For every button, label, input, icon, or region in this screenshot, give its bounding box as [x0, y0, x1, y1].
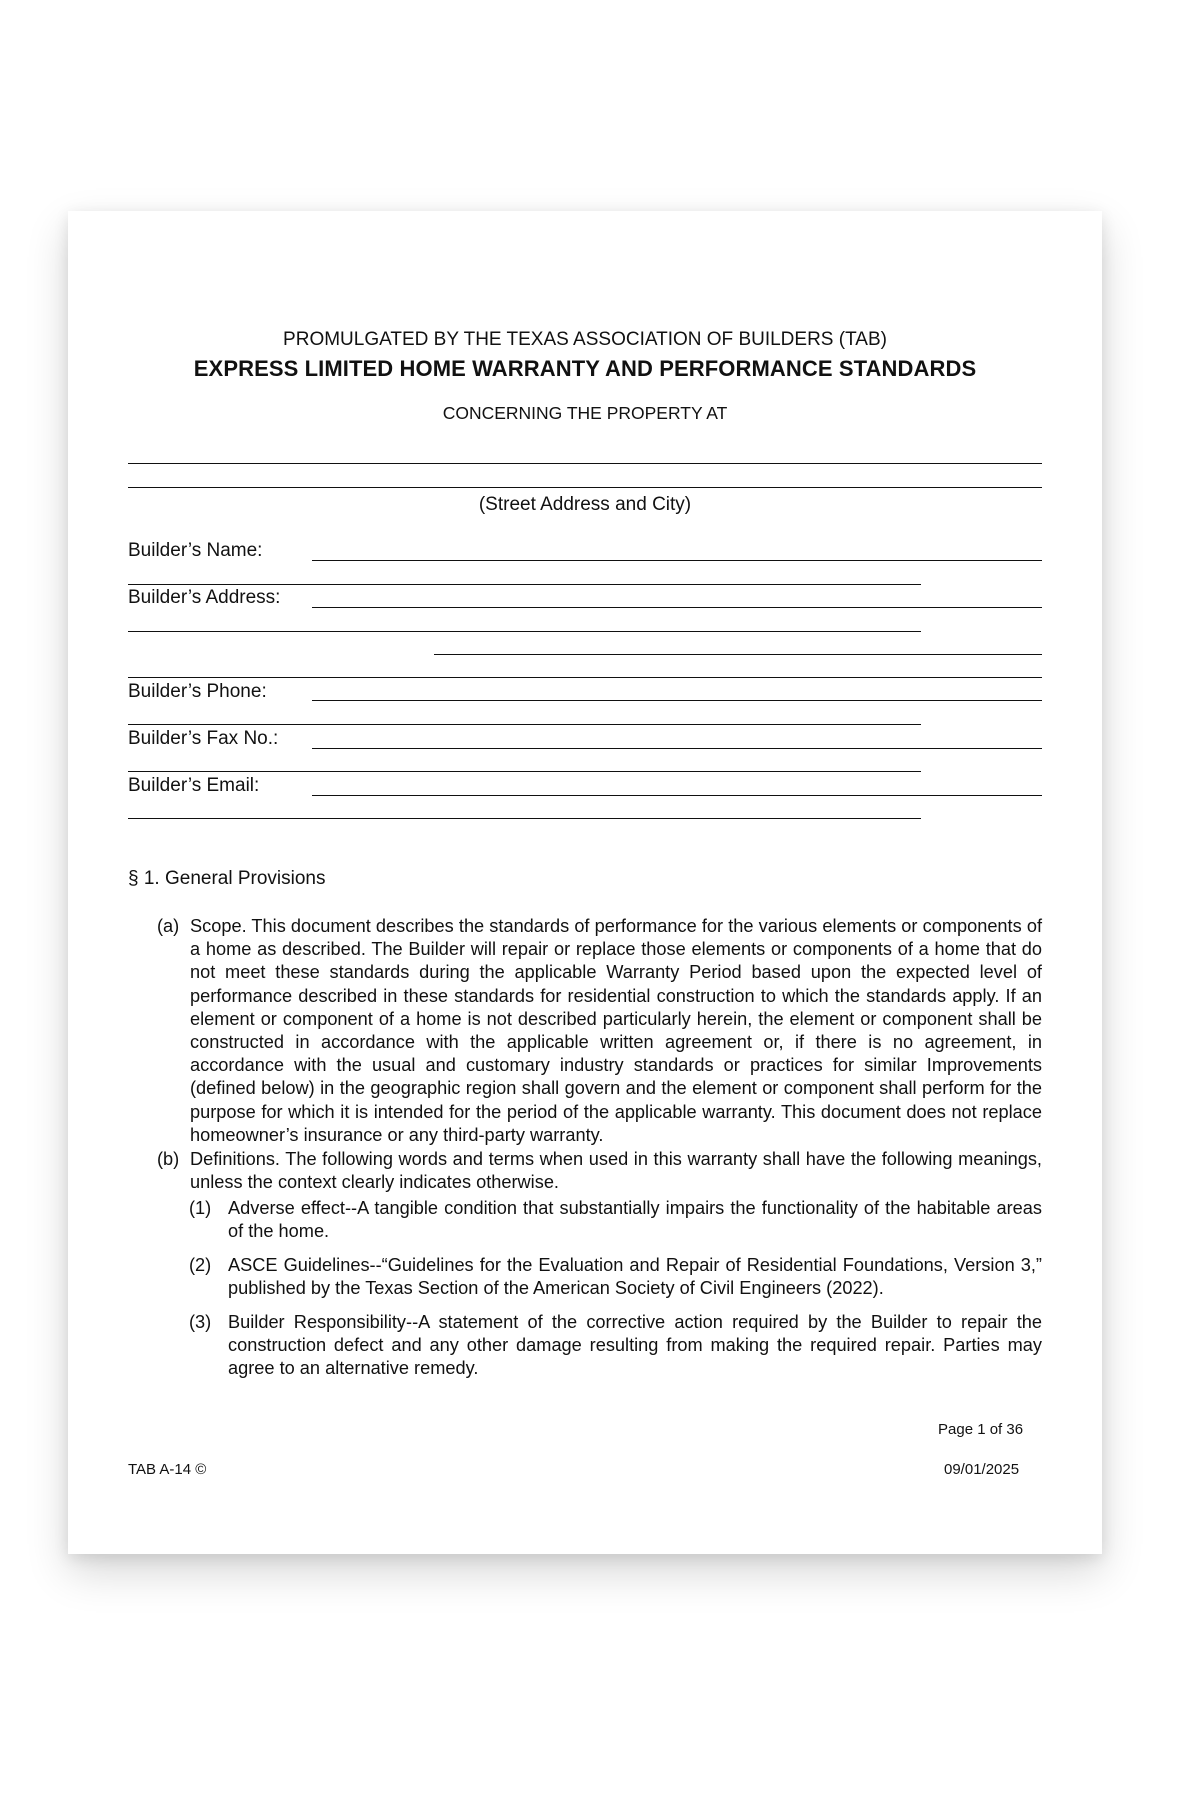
revision-date: 09/01/2025	[944, 1461, 1020, 1478]
builder-address-field-line-3[interactable]	[434, 654, 1042, 655]
paragraph-b-text: Definitions. The following words and terms when used in this warranty shall have the following meanings, unless the context clearly indicates otherwise.	[190, 1149, 1042, 1193]
paragraph-b	[157, 1148, 1042, 1194]
builder-name-field-line-2[interactable]	[128, 584, 921, 585]
builder-email-field[interactable]	[312, 795, 1042, 796]
page-number: Page 1 of 36	[938, 1421, 1024, 1438]
definition-text: ASCE Guidelines--“Guidelines for the Evaluation and Repair of Residential Foundations, Version 3,” published by the Texas Section of the American Society of Civil Engineers (2022).	[228, 1255, 1042, 1299]
definition-marker: (2)	[189, 1255, 212, 1275]
definition-item	[189, 1311, 1042, 1381]
builder-address-field-line-4[interactable]	[128, 677, 1042, 678]
builder-address-label: Builder’s Address:	[128, 587, 281, 608]
builder-phone-field-line-2[interactable]	[128, 724, 921, 725]
builder-fax-field[interactable]	[312, 748, 1042, 749]
document-page	[68, 211, 1102, 1554]
property-address-line-1[interactable]	[128, 463, 1042, 464]
builder-email-field-line-2[interactable]	[128, 818, 921, 819]
document-title: EXPRESS LIMITED HOME WARRANTY AND PERFORMANCE STANDARDS	[193, 356, 977, 381]
builder-phone-field[interactable]	[312, 700, 1042, 701]
property-address-line-2[interactable]	[128, 487, 1042, 488]
builder-name-field[interactable]	[312, 560, 1042, 561]
paragraph-a-text: Scope. This document describes the standards of performance for the various elements or components of a home as described. The Builder will repair or replace those elements or components of a home that do not meet these standards during the applicable Warranty Period based upon the expected level of performance described in these standards for residential construction to which the standards apply. If an element or component of a home is not described particularly herein, the element or component shall be constructed in accordance with the applicable written agreement or, if there is no agreement, in accordance with the usual and customary industry standards or practices for similar Improvements (defined below) in the geographic region shall govern and the element or component shall perform for the purpose for which it is intended for the period of the applicable warranty. This document does not replace homeowner’s insurance or any third-party warranty.	[190, 916, 1042, 1145]
form-id: TAB A-14 ©	[128, 1461, 207, 1478]
builder-phone-label: Builder’s Phone:	[128, 681, 267, 702]
paragraph-a-marker: (a)	[157, 916, 180, 936]
builder-fax-label: Builder’s Fax No.:	[128, 728, 279, 749]
paragraph-a	[157, 915, 1042, 1147]
section-1-heading: § 1. General Provisions	[128, 868, 326, 889]
definition-item	[189, 1254, 1042, 1300]
definition-marker: (1)	[189, 1198, 212, 1218]
definition-marker: (3)	[189, 1312, 212, 1332]
paragraph-b-marker: (b)	[157, 1149, 180, 1169]
builder-email-label: Builder’s Email:	[128, 775, 260, 796]
builder-address-field[interactable]	[312, 607, 1042, 608]
definition-item	[189, 1197, 1042, 1243]
definition-text: Builder Responsibility--A statement of the corrective action required by the Builder to repair the construction defect and any other damage resulting from making the required repair. Parties may agree to an alternative remedy.	[228, 1312, 1042, 1379]
builder-fax-field-line-2[interactable]	[128, 771, 921, 772]
builder-name-label: Builder’s Name:	[128, 540, 263, 561]
definition-text: Adverse effect--A tangible condition that substantially impairs the functionality of the habitable areas of the home.	[228, 1198, 1042, 1242]
builder-address-field-line-2[interactable]	[128, 631, 921, 632]
concerning-line: CONCERNING THE PROPERTY AT	[442, 403, 728, 423]
street-address-caption: (Street Address and City)	[478, 494, 692, 515]
promulgated-line: PROMULGATED BY THE TEXAS ASSOCIATION OF BUILDERS (TAB)	[283, 329, 887, 350]
